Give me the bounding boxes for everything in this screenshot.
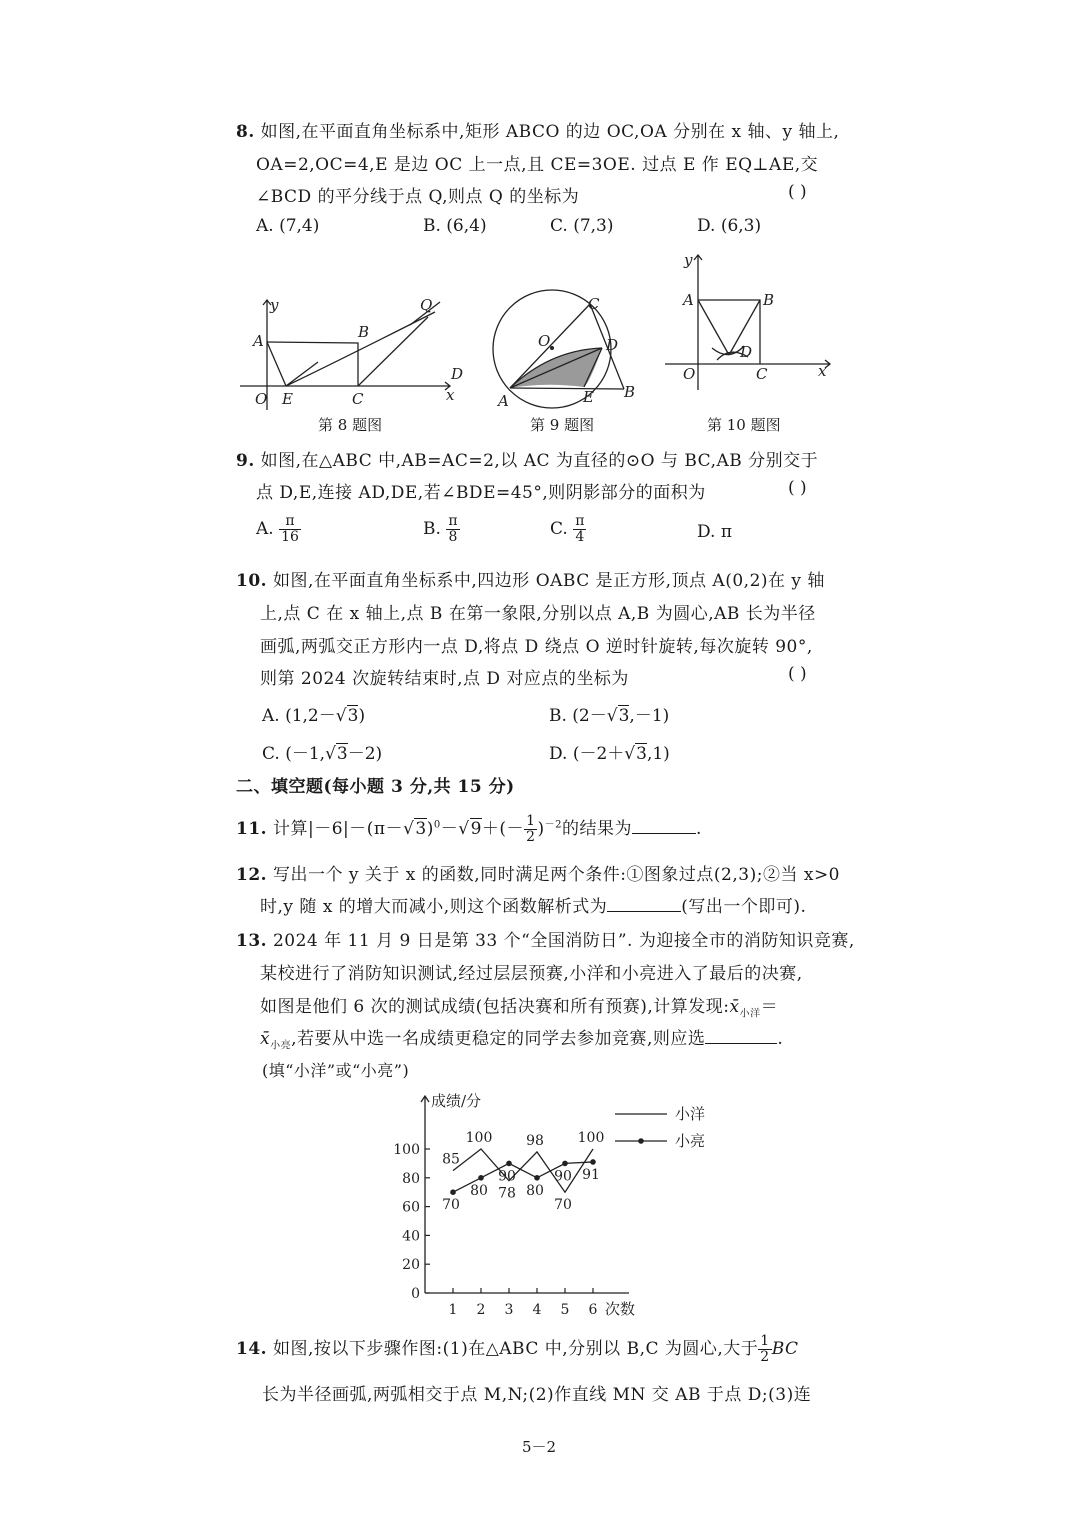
data-label-8: 80 <box>526 1182 544 1199</box>
q10-text-line3: 画弧,两弧交正方形内一点 D,将点 D 绕点 O 逆时针旋转,每次旋转 90°, <box>260 637 813 657</box>
x-tick-label-1: 1 <box>448 1302 458 1318</box>
q9-text-line1: 如图,在△ABC 中,AB=AC=2,以 AC 为直径的⊙O 与 BC,AB 分别交于 <box>260 451 819 471</box>
fig8-caption: 第 8 题图 <box>318 416 383 434</box>
q10-option-a: A. (1,2－√3) <box>262 706 366 726</box>
fig10-label-d: D <box>740 343 753 361</box>
data-label-12: 91 <box>582 1166 600 1183</box>
q10-text-line1: 如图,在平面直角坐标系中,四边形 OABC 是正方形,顶点 A(0,2)在 y 轴 <box>272 571 825 591</box>
x-tick-label-3: 3 <box>504 1302 514 1318</box>
q9-option-d: D. π <box>697 522 733 542</box>
q8-option-a: A. (7,4) <box>256 216 320 236</box>
q9-option-a: A. $\frac{\pi}{16}$ <box>256 513 299 545</box>
series-point-小亮-6 <box>590 1159 596 1165</box>
q14-line1: 14. 如图,按以下步骤作图:(1)在△ABC 中,分别以 B,C 为圆心,大于 $\frac{1}{2}$ BC <box>236 1333 799 1365</box>
q14-fraction: $\frac{1}{2}$ <box>760 1333 770 1365</box>
fig9-label-b: B <box>624 383 636 401</box>
q9-option-c: C. $\frac{\pi}{4}$ <box>550 513 585 545</box>
fig9-label-d: D <box>606 336 619 354</box>
q10-number: 10. <box>236 571 268 591</box>
data-label-11: 100 <box>577 1130 605 1146</box>
series-point-小亮-1 <box>450 1189 456 1195</box>
q8-option-b: B. (6,4) <box>423 216 487 236</box>
y-tick-label-60: 60 <box>402 1199 420 1216</box>
fig10-label-b: B <box>763 291 775 309</box>
q13-text-line2: 某校进行了消防知识测试,经过层层预赛,小洋和小亮进入了最后的决赛, <box>260 964 803 984</box>
fig10-caption: 第 10 题图 <box>707 416 781 434</box>
q13-line3: 如图是他们 6 次的测试成绩(包括决赛和所有预赛),计算发现$:x̄_{小洋}=$ <box>260 997 779 1020</box>
q8-text-line2: OA=2,OC=4,E 是边 OC 上一点,且 CE=3OE. 过点 E 作 EQ⊥AE,交 <box>256 155 819 175</box>
q13-text-line5: (填“小洋”或“小亮”) <box>262 1061 410 1080</box>
data-label-7: 98 <box>526 1132 544 1149</box>
legend-label-小亮: 小亮 <box>675 1132 706 1150</box>
figure-8 <box>240 290 470 415</box>
fig8-label-x: x <box>446 386 455 404</box>
fig8-label-q: Q <box>420 296 433 314</box>
x-tick-label-2: 2 <box>476 1302 486 1318</box>
data-label-5: 90 <box>498 1168 516 1185</box>
q9-option-b-fraction: $\frac{\pi}{8}$ <box>448 513 458 545</box>
fig10-label-x: x <box>818 362 827 380</box>
legend-label-小洋: 小洋 <box>675 1105 706 1123</box>
q8-option-d: D. (6,3) <box>697 216 762 236</box>
x-tick-label-4: 4 <box>532 1302 542 1318</box>
fig8-label-a: A <box>253 332 264 350</box>
fig9-label-o: O <box>538 332 551 350</box>
q9-option-c-fraction: $\frac{\pi}{4}$ <box>575 513 585 545</box>
x-axis-label: 次数 <box>605 1300 636 1318</box>
fig8-label-c: C <box>352 390 364 408</box>
series-point-小亮-4 <box>534 1175 540 1181</box>
x-tick-label-5: 5 <box>560 1302 570 1318</box>
legend-marker-小亮 <box>638 1138 644 1144</box>
y-axis-label: 成绩/分 <box>431 1092 482 1110</box>
q9-option-b: B. $\frac{\pi}{8}$ <box>423 513 458 545</box>
section-2-heading: 二、填空题(每小题 3 分,共 15 分) <box>236 777 515 797</box>
fig9-label-a: A <box>498 392 509 410</box>
q11-answer-blank[interactable] <box>632 833 696 834</box>
q13-answer-blank[interactable] <box>705 1043 777 1044</box>
q10-text-line4: 则第 2024 次旋转结束时,点 D 对应点的坐标为 <box>260 669 629 689</box>
data-label-2: 70 <box>442 1197 460 1214</box>
fig10-label-o: O <box>683 365 696 383</box>
q12-line2: 时,y 随 x 的增大而减小,则这个函数解析式为 (写出一个即可). <box>260 897 807 917</box>
data-label-6: 78 <box>498 1185 516 1202</box>
q10-option-d: D. (－2＋√3,1) <box>549 744 670 764</box>
fig9-caption: 第 9 题图 <box>530 416 595 434</box>
data-label-1: 85 <box>442 1151 460 1168</box>
y-tick-label-20: 20 <box>402 1257 420 1274</box>
q8-text-line3: ∠BCD 的平分线于点 Q,则点 Q 的坐标为 <box>256 187 580 207</box>
q8-number: 8. <box>236 122 255 142</box>
series-point-小亮-5 <box>562 1161 568 1167</box>
q11-fraction: $\frac{1}{2}$ <box>526 813 536 845</box>
fig8-label-o: O <box>255 390 268 408</box>
fig10-label-a: A <box>683 291 694 309</box>
q9-option-a-fraction: $\frac{\pi}{16}$ <box>281 513 299 545</box>
q9-line1 <box>236 446 818 471</box>
data-label-3: 100 <box>465 1130 493 1146</box>
q10-option-b: B. (2－√3,－1) <box>549 706 670 726</box>
series-point-小亮-2 <box>478 1175 484 1181</box>
fig10-label-y: y <box>684 251 693 269</box>
x-tick-label-6: 6 <box>588 1302 598 1318</box>
q12-line1: 12. 写出一个 y 关于 x 的函数,同时满足两个条件:①图象过点(2,3);②当 x>0 <box>236 865 841 885</box>
y-tick-label-100: 100 <box>393 1142 420 1158</box>
y-tick-label-80: 80 <box>402 1170 420 1187</box>
data-label-9: 90 <box>554 1168 572 1185</box>
fig8-label-e: E <box>282 390 293 408</box>
data-label-4: 80 <box>470 1182 488 1199</box>
q10-line1 <box>236 566 825 591</box>
fig9-label-c: C <box>588 295 600 313</box>
q13-line4: $x̄_{小亮}$,若要从中选一名成绩更稳定的同学去参加竞赛,则应选 . <box>260 1029 784 1052</box>
fig9-label-e: E <box>583 388 594 406</box>
q8-option-c: C. (7,3) <box>550 216 614 236</box>
q8-answer-paren: ( ) <box>788 182 807 202</box>
q13-line1: 13. 2024 年 11 月 9 日是第 33 个“全国消防日”. 为迎接全市的消防知识竞赛, <box>236 931 855 951</box>
y-tick-label-40: 40 <box>402 1228 420 1245</box>
series-point-小亮-3 <box>506 1161 512 1167</box>
figure-10 <box>660 250 840 400</box>
q8-line1 <box>236 117 839 142</box>
q9-text-line2: 点 D,E,连接 AD,DE,若∠BDE=45°,则阴影部分的面积为 <box>256 483 706 503</box>
figure-9 <box>490 290 640 410</box>
q9-answer-paren: ( ) <box>788 478 807 498</box>
q14-text-line2: 长为半径画弧,两弧相交于点 M,N;(2)作直线 MN 交 AB 于点 D;(3)连 <box>262 1385 812 1405</box>
page-number: 5－2 <box>522 1438 557 1456</box>
q12-answer-blank[interactable] <box>607 911 681 912</box>
q10-option-c: C. (－1,√3－2) <box>262 744 383 764</box>
y-tick-label-0: 0 <box>411 1286 420 1302</box>
q8-text-line1: 如图,在平面直角坐标系中,矩形 ABCO 的边 OC,OA 分别在 x 轴、y 轴上, <box>260 122 840 142</box>
q11-line: 11. 计算$|-6|-(\pi-√3)^0-√9+(-$ $\frac{1}{2}$ )$^{-2}$的结果为 . <box>236 813 702 845</box>
fig8-label-b: B <box>358 323 370 341</box>
data-label-10: 70 <box>554 1197 572 1214</box>
q10-text-line2: 上,点 C 在 x 轴上,点 B 在第一象限,分别以点 A,B 为圆心,AB 长为半径 <box>260 604 816 624</box>
q9-number: 9. <box>236 451 255 471</box>
q10-answer-paren: ( ) <box>788 664 807 684</box>
fig8-label-d: D <box>451 365 464 383</box>
fig10-label-c: C <box>756 365 768 383</box>
fig8-label-y: y <box>270 296 279 314</box>
score-line-chart <box>390 1088 730 1320</box>
